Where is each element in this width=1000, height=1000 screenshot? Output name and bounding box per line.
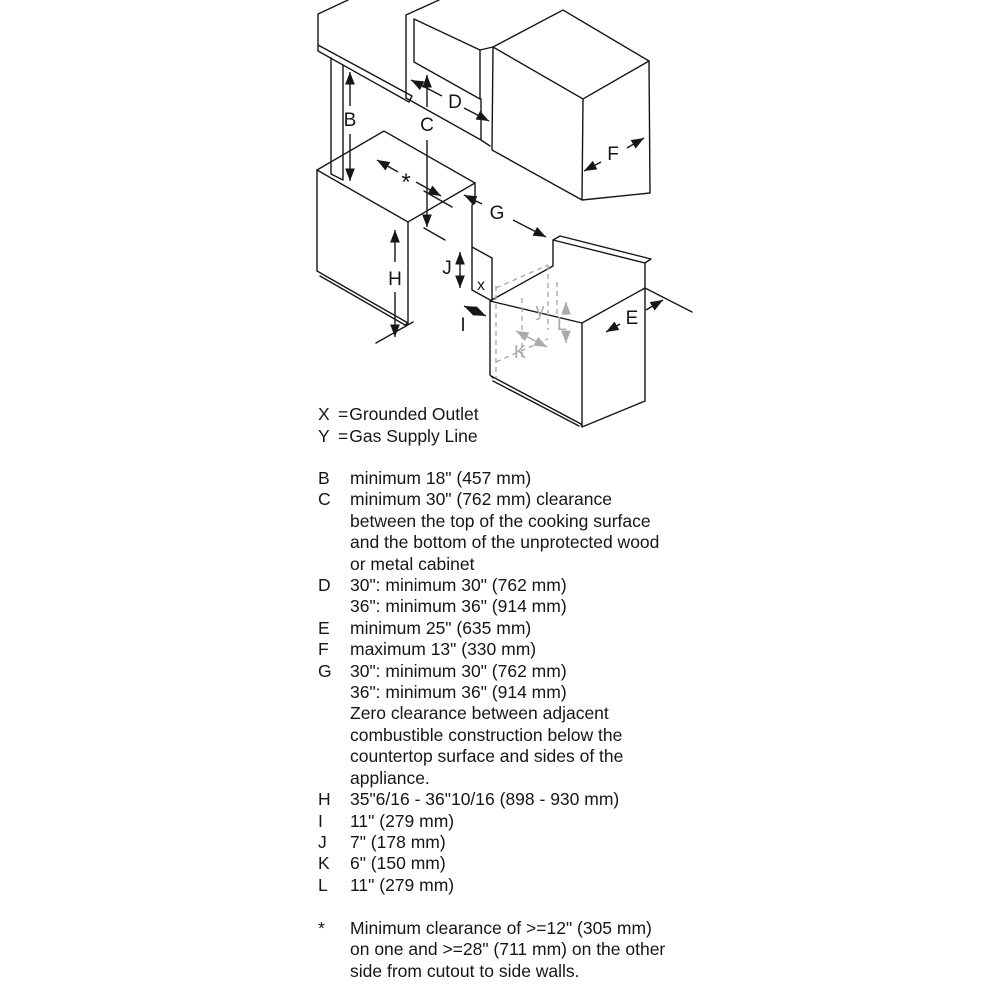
clearance-row-h bbox=[318, 789, 659, 810]
gas-supply-marker: y bbox=[535, 300, 545, 320]
clearance-text: 11" (279 mm) bbox=[350, 874, 455, 895]
equals-sign: = bbox=[338, 404, 349, 424]
footnote-text: side from cutout to side walls. bbox=[350, 960, 580, 981]
grounded-outlet-marker: x bbox=[477, 277, 485, 294]
dim-label-i: I bbox=[460, 315, 466, 336]
clearance-row-c bbox=[318, 489, 659, 575]
symbol-definition: Grounded Outlet bbox=[349, 404, 479, 424]
dim-label-c: C bbox=[420, 115, 434, 136]
clearance-key: G bbox=[318, 660, 332, 681]
clearance-text: combustible construction below the bbox=[350, 724, 623, 745]
clearance-key: F bbox=[318, 639, 329, 660]
dim-label-g: G bbox=[489, 203, 505, 224]
clearance-text: 36": minimum 36" (914 mm) bbox=[350, 596, 567, 617]
upper-left-wall-cabinet bbox=[318, 0, 412, 102]
symbol-legend-row bbox=[318, 404, 479, 426]
symbol-definition: Gas Supply Line bbox=[349, 425, 478, 446]
range-unit bbox=[490, 236, 692, 427]
dim-label-d: D bbox=[448, 92, 462, 113]
dim-label-b: B bbox=[343, 110, 357, 131]
dim-label-l: L bbox=[556, 314, 568, 334]
clearance-key: D bbox=[318, 575, 331, 596]
symbol-legend bbox=[318, 404, 479, 447]
clearance-text: 6" (150 mm) bbox=[350, 853, 446, 874]
clearance-row-e bbox=[318, 618, 659, 639]
isometric-installation-diagram bbox=[0, 0, 1000, 450]
dim-arrow-g bbox=[464, 195, 546, 237]
hidden-utility-lines bbox=[496, 265, 557, 378]
dim-label-j: J bbox=[442, 258, 452, 279]
clearance-row-g bbox=[318, 661, 659, 789]
footnote-key: * bbox=[318, 918, 325, 938]
symbol-letter: Y bbox=[318, 425, 330, 446]
clearance-key: H bbox=[318, 789, 331, 810]
clearance-key: C bbox=[318, 489, 331, 510]
clearance-text: 11" (279 mm) bbox=[350, 810, 455, 831]
clearance-row-l bbox=[318, 875, 659, 896]
equals-sign: = bbox=[338, 425, 349, 446]
clearance-row-b bbox=[318, 468, 659, 489]
dim-label-asterisk: * bbox=[401, 169, 411, 196]
footnote-text: Minimum clearance of >=12" (305 mm) bbox=[350, 918, 652, 938]
clearance-text: minimum 18" (457 mm) bbox=[350, 468, 532, 488]
overhead-cabinet-f bbox=[492, 10, 650, 200]
footnote bbox=[318, 918, 665, 982]
clearance-key: K bbox=[318, 853, 330, 874]
dim-label-f: F bbox=[607, 144, 619, 165]
clearance-row-i bbox=[318, 811, 659, 832]
clearance-row-d bbox=[318, 575, 659, 618]
clearance-key: B bbox=[318, 468, 330, 488]
clearance-text: 35"6/16 - 36"10/16 (898 - 930 mm) bbox=[350, 789, 620, 810]
dim-label-e: E bbox=[625, 308, 639, 329]
clearance-list bbox=[318, 468, 659, 896]
clearance-row-f bbox=[318, 639, 659, 660]
clearance-text: countertop surface and sides of the bbox=[350, 746, 624, 767]
clearance-row-j bbox=[318, 832, 659, 853]
clearance-text: 30": minimum 30" (762 mm) bbox=[350, 660, 567, 681]
clearance-key: J bbox=[318, 831, 327, 852]
clearance-key: I bbox=[318, 810, 323, 831]
clearance-row-k bbox=[318, 853, 659, 874]
clearance-text: or metal cabinet bbox=[350, 553, 475, 574]
upper-middle-cabinet bbox=[406, 0, 493, 146]
side-filler-panel bbox=[331, 58, 343, 180]
clearance-text: Zero clearance between adjacent bbox=[350, 703, 609, 724]
clearance-text: maximum 13" (330 mm) bbox=[350, 639, 537, 660]
clearance-key: L bbox=[318, 874, 328, 895]
dim-arrow-i bbox=[464, 306, 486, 316]
symbol-legend-row bbox=[318, 426, 479, 448]
clearance-text: 7" (178 mm) bbox=[350, 831, 446, 852]
clearance-text: minimum 30" (762 mm) clearance bbox=[350, 489, 612, 510]
clearance-key: E bbox=[318, 617, 330, 638]
dim-label-h: H bbox=[388, 269, 402, 290]
clearance-text: 36": minimum 36" (914 mm) bbox=[350, 682, 567, 703]
clearance-text: 30": minimum 30" (762 mm) bbox=[350, 575, 567, 596]
clearance-text: appliance. bbox=[350, 767, 430, 788]
symbol-letter: X bbox=[318, 404, 330, 424]
footnote-text: on one and >=28" (711 mm) on the other bbox=[350, 939, 666, 960]
clearance-text: and the bottom of the unprotected wood bbox=[350, 532, 660, 553]
clearance-text: minimum 25" (635 mm) bbox=[350, 617, 532, 638]
dim-label-k: K bbox=[513, 342, 527, 362]
clearance-text: between the top of the cooking surface bbox=[350, 510, 651, 531]
